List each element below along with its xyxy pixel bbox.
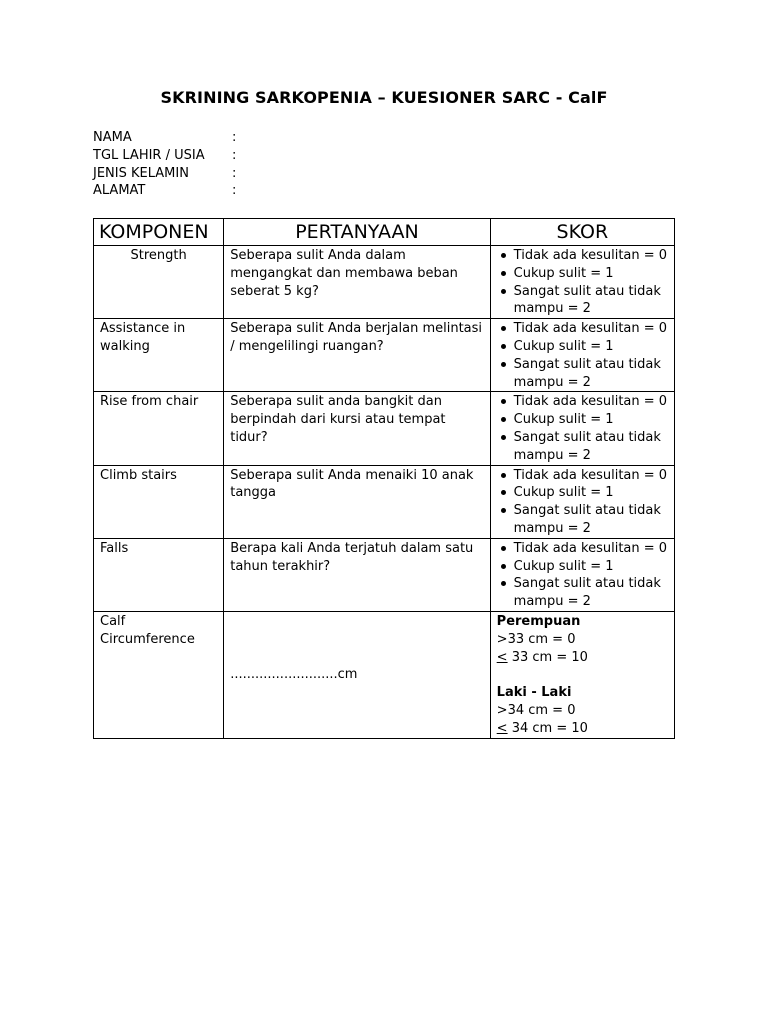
bullet-icon <box>501 417 506 422</box>
pertanyaan-cell <box>224 611 490 738</box>
skor-cell <box>490 611 674 738</box>
calf-measurement-blank: ..........................cm <box>230 666 358 682</box>
skor-option <box>491 265 674 283</box>
bullet-icon <box>501 581 506 586</box>
skor-option-text: Cukup sulit = 1 <box>513 338 614 354</box>
le-symbol: < <box>496 720 508 736</box>
skor-option-text: Cukup sulit = 1 <box>513 485 614 501</box>
pertanyaan-cell <box>224 392 490 465</box>
info-row-jenis-kelamin <box>93 165 236 183</box>
header-pertanyaan: PERTANYAAN <box>224 219 490 246</box>
female-le-line <box>497 649 668 667</box>
info-colon: : <box>232 130 237 145</box>
skor-option-text: Cukup sulit = 1 <box>513 412 614 428</box>
male-header: Laki - Laki <box>496 685 572 701</box>
skor-option-text: Tidak ada kesulitan = 0 <box>513 540 668 556</box>
skor-option-text: Tidak ada kesulitan = 0 <box>513 248 668 263</box>
skor-list <box>491 466 674 538</box>
skor-option-text: Sangat sulit atau tidak mampu = 2 <box>513 429 661 463</box>
info-row-tgl-lahir <box>93 147 236 165</box>
skor-option-text: Tidak ada kesulitan = 0 <box>513 321 668 337</box>
header-komponen: KOMPONEN <box>94 219 224 246</box>
table-row <box>94 246 675 319</box>
skor-option-text: Cukup sulit = 1 <box>513 265 614 281</box>
skor-list <box>491 392 674 464</box>
komponen-text: Climb stairs <box>100 467 177 483</box>
sarc-calf-table <box>93 218 675 739</box>
spacer <box>497 666 668 684</box>
info-colon: : <box>232 165 237 181</box>
skor-option <box>491 393 674 411</box>
pertanyaan-cell <box>224 538 490 611</box>
info-row-nama <box>93 129 236 147</box>
skor-option <box>491 247 674 265</box>
male-le-text: 34 cm = 10 <box>507 720 588 736</box>
skor-option <box>491 429 674 465</box>
document-title: SKRINING SARKOPENIA – KUESIONER SARC - CalF <box>160 88 608 107</box>
info-row-alamat <box>93 182 236 200</box>
skor-option <box>491 283 674 319</box>
bullet-icon <box>501 546 506 551</box>
bullet-icon <box>501 435 506 440</box>
skor-option <box>491 320 674 338</box>
komponen-text: Assistance in walking <box>100 321 186 354</box>
komponen-cell <box>94 392 224 465</box>
info-label: TGL LAHIR / USIA <box>93 147 205 163</box>
skor-option-text: Sangat sulit atau tidak mampu = 2 <box>513 503 661 536</box>
male-gt-line: >34 cm = 0 <box>496 702 576 718</box>
pertanyaan-text: Seberapa sulit anda bangkit dan berpindah dari kursi atau tempat tidur? <box>230 394 446 445</box>
skor-cell <box>490 465 674 538</box>
bullet-icon <box>501 508 506 513</box>
komponen-cell <box>94 465 224 538</box>
skor-list <box>491 246 674 318</box>
bullet-icon <box>501 289 506 294</box>
skor-cell <box>490 392 674 465</box>
bullet-icon <box>501 473 506 478</box>
skor-option-text: Tidak ada kesulitan = 0 <box>513 394 668 410</box>
skor-option <box>491 356 674 392</box>
bullet-icon <box>501 326 506 331</box>
skor-option <box>491 338 674 356</box>
skor-option <box>491 558 674 576</box>
bullet-icon <box>501 253 506 258</box>
info-section <box>93 129 236 200</box>
skor-option-text: Tidak ada kesulitan = 0 <box>513 467 668 483</box>
bullet-icon <box>501 490 506 495</box>
female-header: Perempuan <box>496 613 581 629</box>
komponen-text: Falls <box>100 540 129 556</box>
skor-option-text: Sangat sulit atau tidak mampu = 2 <box>513 356 661 390</box>
female-gt-line: >33 cm = 0 <box>496 631 576 647</box>
pertanyaan-cell <box>224 465 490 538</box>
skor-option <box>491 575 674 611</box>
skor-option-text: Cukup sulit = 1 <box>513 558 614 574</box>
table-row <box>94 392 675 465</box>
skor-cell <box>490 319 674 392</box>
bullet-icon <box>501 271 506 276</box>
bullet-icon <box>501 362 506 367</box>
komponen-text: Strength <box>130 248 187 263</box>
info-colon: : <box>232 147 237 163</box>
pertanyaan-text: Seberapa sulit Anda berjalan melintasi / mengelilingi ruangan? <box>230 321 483 354</box>
table-row <box>94 319 675 392</box>
skor-option <box>491 502 674 538</box>
komponen-cell <box>94 538 224 611</box>
pertanyaan-cell <box>224 246 490 319</box>
skor-option-text: Sangat sulit atau tidak mampu = 2 <box>513 576 661 610</box>
bullet-icon <box>501 399 506 404</box>
skor-list <box>491 539 674 611</box>
komponen-text: Calf Circumference <box>100 613 195 647</box>
komponen-cell <box>94 611 224 738</box>
bullet-icon <box>501 344 506 349</box>
pertanyaan-text: Berapa kali Anda terjatuh dalam satu tahun terakhir? <box>230 540 474 574</box>
male-le-line <box>497 720 668 738</box>
skor-option <box>491 540 674 558</box>
komponen-cell <box>94 246 224 319</box>
bullet-icon <box>501 564 506 569</box>
header-skor: SKOR <box>490 219 674 246</box>
info-label: JENIS KELAMIN <box>93 165 189 181</box>
skor-list <box>491 319 674 391</box>
table-header-row <box>94 219 675 246</box>
pertanyaan-cell <box>224 319 490 392</box>
skor-option <box>491 484 674 502</box>
pertanyaan-text: Seberapa sulit Anda dalam mengangkat dan membawa beban seberat 5 kg? <box>230 248 458 299</box>
komponen-text: Rise from chair <box>100 394 199 410</box>
info-label: ALAMAT <box>93 183 146 199</box>
female-le-text: 33 cm = 10 <box>507 649 588 665</box>
pertanyaan-text: Seberapa sulit Anda menaiki 10 anak tangga <box>230 467 474 501</box>
skor-cell <box>490 538 674 611</box>
table-row <box>94 465 675 538</box>
info-colon: : <box>232 183 237 199</box>
komponen-cell <box>94 319 224 392</box>
skor-option <box>491 467 674 485</box>
le-symbol: < <box>496 649 508 665</box>
skor-cell <box>490 246 674 319</box>
calf-score-block <box>491 612 674 738</box>
table-row <box>94 538 675 611</box>
skor-option <box>491 411 674 429</box>
skor-option-text: Sangat sulit atau tidak mampu = 2 <box>513 283 661 317</box>
table-row-calf <box>94 611 675 738</box>
info-label: NAMA <box>93 130 132 145</box>
